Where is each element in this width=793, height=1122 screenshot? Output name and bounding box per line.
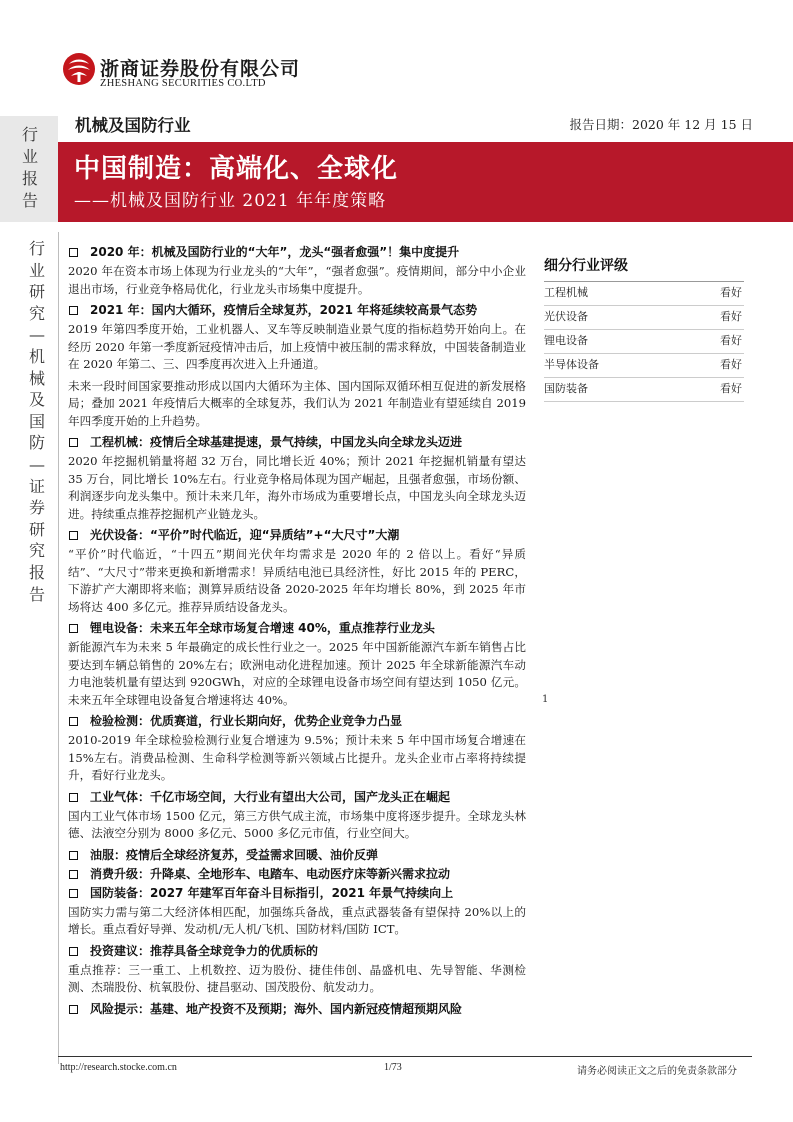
section-paragraph: 2020 年在资本市场上体现为行业龙头的“大年”，“强者愈强”。疫情期间，部分中小企业退出市场，行业竞争格局优化，行业龙头市场集中度提升。 [68,264,526,296]
company-name-en: ZHESHANG SECURITIES CO.LTD [100,78,266,89]
section-heading-text: 2021 年：国内大循环，疫情后全球复苏，2021 年将延续较高景气态势 [90,303,478,317]
summary-section [68,244,526,298]
section-paragraph: 2020 年挖掘机销量将超 32 万台，同比增长近 40%；预计 2021 年挖掘机销量有望达 35 万台，同比增长 10%左右。行业竞争格局体现为国产崛起，且强者愈强，市场份额、利润逐步向龙头集中。预计未来几年，海外市场成为重要增长点，中国龙头向全球龙头迈进。持续重点推荐挖掘机产业链龙头。 [68,454,526,521]
rating-title: 细分行业评级 [544,255,744,282]
checkbox-bullet-icon [69,531,78,540]
section-heading [68,302,526,318]
summary-section [68,1001,526,1017]
section-paragraph: 2019 年第四季度开始，工业机器人、叉车等反映制造业景气度的指标趋势开始向上。在经历 2020 年第一季度新冠疫情冲击后，加上疫情中被压制的需求释放，中国装备制造业在 2020 年第二、三、四季度再次进入上升通道。 [68,322,526,371]
panel-marker: 1 [542,694,549,705]
summary-section [68,866,526,882]
summary-section [68,713,526,785]
section-heading [68,943,526,959]
section-paragraph: 国内工业气体市场 1500 亿元，第三方供气成主流，市场集中度将逐步提升。全球龙头林德、法液空分别为 8000 多亿元、5000 多亿元市值，行业空间大。 [68,808,526,840]
report-title: 中国制造：高端化、全球化 [74,154,399,184]
section-heading-text: 锂电设备：未来五年全球市场复合增速 40%，重点推荐行业龙头 [90,621,435,635]
section-heading-text: 光伏设备：“平价”时代临近，迎“异质结”+“大尺寸”大潮 [90,528,400,542]
rating-value: 看好 [720,310,742,323]
rating-sector: 国防装备 [544,382,588,395]
report-type-tag [0,116,58,222]
checkbox-bullet-icon [69,947,78,956]
section-paragraph: “平价”时代临近，“十四五”期间光伏年均需求是 2020 年的 2 倍以上。看好“异质结”、“大尺寸”带来更换和新增需求！异质结电池已具经济性，好比 2015 年的 PERC，下游扩产大潮即将来临；测算异质结设备 2020-2025 年年均增长 80%，到 2025 年市场将达 400 多亿元。推荐异质结设备龙头。 [68,547,526,614]
summary-section [68,527,526,616]
rating-value: 看好 [720,334,742,347]
section-heading-text: 油服：疫情后全球经济复苏，受益需求回暖、油价反弹 [90,847,379,862]
section-heading-text: 风险提示：基建、地产投资不及预期；海外、国内新冠疫情超预期风险 [90,1001,463,1016]
checkbox-bullet-icon [69,851,78,860]
summary-section [68,434,526,523]
rating-sector: 工程机械 [544,286,588,299]
section-heading-text: 投资建议：推荐具备全球竞争力的优质标的 [90,943,319,958]
rating-row [544,354,744,378]
checkbox-bullet-icon [69,717,78,726]
zheshang-logo-icon [62,52,96,86]
report-date: 报告日期：2020 年 12 月 15 日 [569,117,753,132]
section-heading [68,847,526,863]
section-heading-text: 工程机械：疫情后全球基建提速，景气持续，中国龙头向全球龙头迈进 [90,435,463,449]
side-divider [58,232,59,1064]
rating-row [544,282,744,306]
checkbox-bullet-icon [69,1005,78,1014]
summary-section [68,302,526,430]
rating-row [544,306,744,330]
section-heading [68,789,526,805]
footer-divider [58,1056,752,1057]
section-paragraph: 2010-2019 年全球检验检测行业复合增速为 9.5%；预计未来 5 年中国市场复合增速在 15%左右。消费品检测、生命科学检测等新兴领域占比提升。龙头企业市占率将持续提升，看好行业龙头。 [68,733,526,782]
section-paragraph: 新能源汽车为未来 5 年最确定的成长性行业之一。2025 年中国新能源汽车新车销售占比要达到车辆总销售的 20%左右；欧洲电动化进程加速。预计 2025 年全球新能源汽车动力电池装机量有望达到 920GWh，对应的全球锂电设备市场空间有望达到 1050 亿元。未来五年全球锂电设备复合增速将达 40%。 [68,640,526,707]
rating-row [544,378,744,402]
section-heading [68,244,526,260]
checkbox-bullet-icon [69,793,78,802]
checkbox-bullet-icon [69,624,78,633]
rating-sector: 光伏设备 [544,310,588,323]
checkbox-bullet-icon [69,870,78,879]
footer-url[interactable]: http://research.stocke.com.cn [60,1062,177,1073]
section-heading [68,885,526,901]
section-paragraph: 重点推荐：三一重工、上机数控、迈为股份、捷佳伟创、晶盛机电、先导智能、华测检测、杰瑞股份、杭氧股份、捷昌驱动、国茂股份、航发动力。 [68,962,526,994]
report-subtitle: ——机械及国防行业 2021 年年度策略 [74,191,387,211]
rating-panel [544,255,744,402]
section-paragraph: 未来一段时间国家要推动形成以国内大循环为主体、国内国际双循环相互促进的新发展格局；叠加 2021 年疫情后大概率的全球复苏，我们认为 2021 年制造业有望延续自 2019 年四季度开始的上升趋势。 [68,378,526,428]
summary-section [68,943,526,997]
checkbox-bullet-icon [69,438,78,447]
industry-name: 机械及国防行业 [75,116,191,135]
summary-content [68,244,526,1020]
checkbox-bullet-icon [69,306,78,315]
section-heading-text: 检验检测：优质赛道，行业长期向好，优势企业竞争力凸显 [90,714,403,728]
section-heading-text: 消费升级：升降桌、全地形车、电踏车、电动医疗床等新兴需求拉动 [90,866,451,881]
rating-row [544,330,744,354]
rating-value: 看好 [720,358,742,371]
summary-section [68,885,526,939]
checkbox-bullet-icon [69,889,78,898]
checkbox-bullet-icon [69,248,78,257]
section-heading [68,713,526,729]
section-heading-text: 工业气体：千亿市场空间，大行业有望出大公司，国产龙头正在崛起 [90,789,451,804]
summary-section [68,789,526,843]
rating-value: 看好 [720,382,742,395]
page-number: 1/73 [384,1062,402,1073]
section-heading [68,527,526,543]
report-type-label: 行业报告 [22,125,39,210]
section-heading-text: 2020 年：机械及国防行业的“大年”，龙头“强者愈强”！集中度提升 [90,245,460,259]
summary-section [68,847,526,863]
section-heading [68,620,526,636]
summary-section [68,620,526,709]
rating-value: 看好 [720,286,742,299]
section-heading [68,1001,526,1017]
section-heading [68,434,526,450]
section-paragraph: 国防实力需与第二大经济体相匹配，加强练兵备战，重点武器装备有望保持 20%以上的增长。重点看好导弹、发动机/无人机/飞机、国防材料/国防 ICT。 [68,904,526,936]
rating-sector: 半导体设备 [544,358,599,371]
company-name-cn: 浙商证券股份有限公司 [100,58,301,80]
rating-sector: 锂电设备 [544,334,588,347]
section-heading-text: 国防装备：2027 年建军百年奋斗目标指引，2021 年景气持续向上 [90,885,454,900]
section-heading [68,866,526,882]
disclaimer-note: 请务必阅读正文之后的免责条款部分 [577,1066,737,1077]
side-column-label: 行业研究—机械及国防—证券研究报告 [28,239,45,604]
